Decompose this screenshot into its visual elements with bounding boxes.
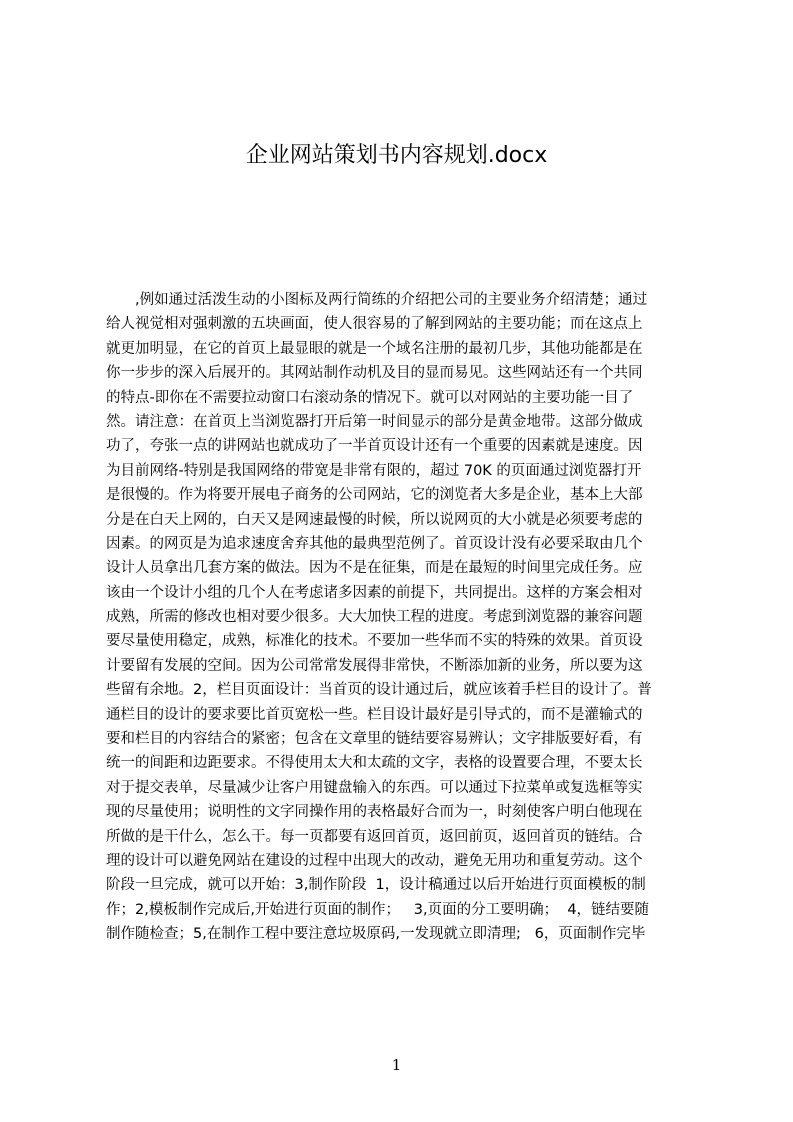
body-line: 然。请注意：在首页上当浏览器打开后第一时间显示的部分是黄金地带。这部分做成: [106, 413, 643, 430]
body-line: 统一的间距和边距要求。不得使用太大和太疏的文字，表格的设置要合理，不要太长: [106, 755, 643, 772]
body-line: 该由一个设计小组的几个人在考虑诸多因素的前提下，共同提出。这样的方案会相对: [106, 584, 643, 601]
body-line: 制作随检查；5,在制作工程中要注意垃圾原码,一发现就立即清理; 6，页面制作完毕: [106, 926, 646, 943]
body-line: 因素。的网页是为追求速度舍弃其他的最典型范例了。首页设计没有必要采取由几个: [106, 535, 643, 552]
body-line: 阶段一旦完成，就可以开始：3,制作阶段 1，设计稿通过以后开始进行页面模板的制: [106, 877, 646, 894]
body-line: 给人视觉相对强刺激的五块画面，使人很容易的了解到网站的主要功能；而在这点上: [106, 316, 643, 333]
body-line: 设计人员拿出几套方案的做法。因为不是在征集，而是在最短的时间里完成任务。应: [106, 560, 643, 577]
body-line: 分是在白天上网的，白天又是网速最慢的时候，所以说网页的大小就是必须要考虑的: [106, 511, 643, 528]
body-line: 理的设计可以避免网站在建设的过程中出现大的改动，避免无用功和重复劳动。这个: [106, 852, 643, 869]
body-line: 作；2,模板制作完成后,开始进行页面的制作； 3,页面的分工要明确； 4，链结要随: [106, 901, 650, 918]
body-line: 是很慢的。作为将要开展电子商务的公司网站，它的浏览者大多是企业，基本上大部: [106, 487, 643, 504]
body-line: 功了，夸张一点的讲网站也就成功了一半首页设计还有一个重要的因素就是速度。因: [106, 438, 643, 455]
body-line: 对于提交表单，尽量减少让客户用键盘输入的东西。可以通过下拉菜单或复选框等实: [106, 779, 643, 796]
body-line: 所做的是干什么，怎么干。每一页都要有返回首页，返回前页，返回首页的链结。合: [106, 828, 643, 845]
document-title: 企业网站策划书内容规划.docx: [245, 143, 548, 168]
body-line: 的特点-即你在不需要拉动窗口右滚动条的情况下。就可以对网站的主要功能一目了: [106, 389, 634, 406]
body-line: 现的尽量使用；说明性的文字同操作用的表格最好合而为一，时刻使客户明白他现在: [106, 804, 643, 821]
body-line: 些留有余地。2，栏目页面设计：当首页的设计通过后，就应该着手栏目的设计了。普: [106, 682, 652, 699]
page-number: 1: [391, 1056, 402, 1074]
body-line: 通栏目的设计的要求要比首页宽松一些。栏目设计最好是引导式的，而不是灌输式的: [106, 706, 643, 723]
body-line: 成熟，所需的修改也相对要少很多。大大加快工程的进度。考虑到浏览器的兼容问题: [106, 609, 643, 626]
body-line: 就更加明显，在它的首页上最显眼的就是一个域名注册的最初几步，其他功能都是在: [106, 340, 643, 357]
body-line: 要和栏目的内容结合的紧密；包含在文章里的链结要容易辨认；文字排版要好看，有: [106, 731, 643, 748]
body-line: 计要留有发展的空间。因为公司常常发展得非常快，不断添加新的业务，所以要为这: [106, 657, 643, 674]
body-line: 要尽量使用稳定，成熟，标准化的技术。不要加一些华而不实的特殊的效果。首页设: [106, 633, 643, 650]
document-body: [106, 288, 706, 1023]
body-line: 你一步步的深入后展开的。其网站制作动机及目的显而易见。这些网站还有一个共同: [106, 365, 643, 382]
body-line: 为目前网络-特别是我国网络的带宽是非常有限的，超过 70K 的页面通过浏览器打开: [106, 462, 642, 479]
body-text-block: [106, 288, 706, 947]
body-line: ,例如通过活泼生动的小图标及两行简练的介绍把公司的主要业务介绍清楚；通过: [106, 292, 648, 308]
